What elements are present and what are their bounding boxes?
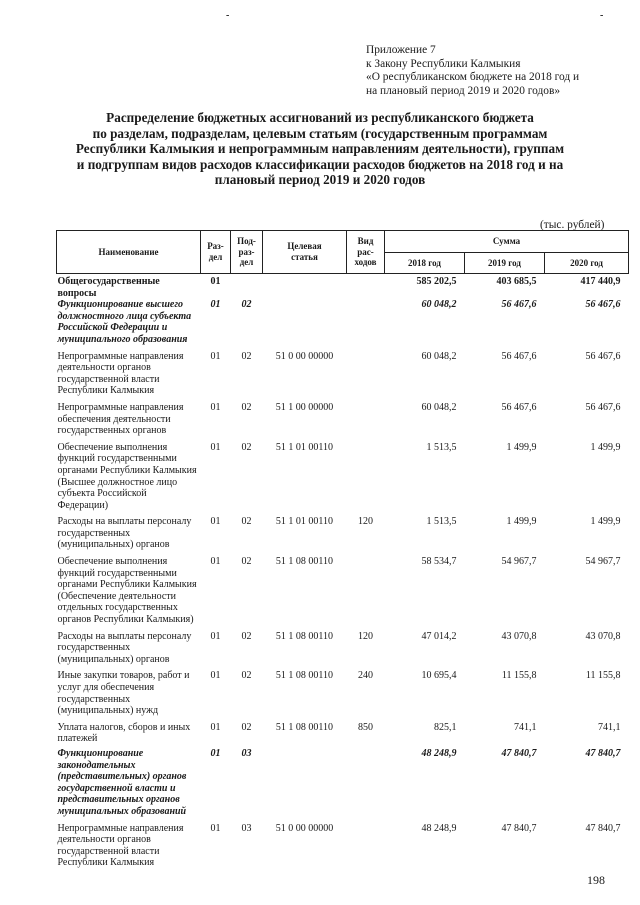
row-section: 01 (210, 556, 221, 568)
page-number: 198 (587, 873, 605, 887)
row-2019: 47 840,7 (501, 822, 537, 834)
row-section: 01 (210, 299, 221, 311)
row-name: Расходы на выплаты персоналу государственных (муниципальных) органов (57, 516, 192, 551)
row-2020: 47 840,7 (585, 747, 621, 759)
appendix-line: к Закону Республики Калмыкия (366, 57, 521, 70)
header-target: Целевая статья (263, 231, 347, 274)
row-type: 120 (358, 516, 373, 528)
row-target: 51 0 00 00000 (275, 822, 334, 834)
row-subsection: 02 (241, 556, 252, 568)
appendix-line: «О республиканском бюджете на 2018 год и (366, 71, 580, 84)
row-2018: 60 048,2 (421, 401, 457, 413)
row-name: Непрограммные направления деятельности органов государственной власти Республики Калмыкия (57, 822, 184, 869)
row-type (347, 821, 385, 872)
table-row (57, 514, 629, 554)
row-2019: 11 155,8 (501, 670, 537, 682)
row-target: 51 1 08 00110 (275, 630, 334, 642)
row-2019: 56 467,6 (501, 350, 537, 362)
row-name: Непрограммные направления деятельности органов государственной власти Республики Калмыкия (57, 350, 184, 397)
row-section: 01 (210, 630, 221, 642)
row-section: 01 (210, 441, 221, 453)
row-type (347, 299, 385, 348)
row-2018: 825,1 (434, 721, 457, 733)
row-2018: 60 048,2 (421, 350, 457, 362)
row-2019: 403 685,5 (496, 276, 537, 287)
table-row (57, 720, 629, 748)
table-row (57, 748, 629, 821)
row-type (347, 554, 385, 629)
row-target: 51 1 01 00110 (275, 516, 334, 528)
header-section: Раз- дел (201, 231, 231, 274)
row-target: 51 1 08 00110 (275, 721, 334, 733)
row-2018: 48 248,9 (421, 822, 457, 834)
row-target: 51 1 00 00000 (275, 401, 334, 413)
title-line: Республики Калмыкия и непрограммным направлениям деятельности), группам (75, 141, 565, 157)
header-name: Наименование (57, 231, 201, 274)
table-row (57, 299, 629, 348)
top-mark-left: - (226, 10, 230, 21)
row-2018: 47 014,2 (421, 630, 457, 642)
row-type (347, 274, 385, 300)
row-subsection: 02 (241, 721, 252, 733)
row-subsection: 02 (241, 516, 252, 528)
row-2020: 56 467,6 (585, 299, 621, 311)
top-mark-right: - (600, 10, 604, 21)
row-2018: 1 513,5 (426, 441, 457, 453)
appendix-block (366, 44, 579, 98)
row-2019: 1 499,9 (506, 516, 537, 528)
row-2018: 48 248,9 (421, 747, 457, 759)
row-target (263, 299, 347, 348)
title-line: Распределение бюджетных ассигнований из республиканского бюджета (106, 110, 534, 125)
row-subsection: 02 (241, 670, 252, 682)
row-subsection: 02 (241, 299, 252, 311)
row-2020: 11 155,8 (585, 670, 621, 682)
row-type (347, 440, 385, 515)
header-year-2018: 2018 год (385, 253, 465, 274)
row-section: 01 (210, 401, 221, 413)
units-label: (тыс. рублей) (540, 219, 605, 231)
row-name: Обеспечение выполнения функций государственными органами Республики Калмыкия (Высшее должностное лицо субъекта Российской Федерации) (57, 441, 197, 511)
title-line: и подгруппам видов расходов классификации расходов бюджетов на 2018 год и на (76, 156, 564, 172)
header-year-2020: 2020 год (545, 253, 629, 274)
row-2019: 54 967,7 (501, 556, 537, 568)
table-row (57, 668, 629, 719)
row-name: Функционирование законодательных (представительных) органов государственной власти и представительных органов муниципальных образований (57, 747, 187, 817)
document-title (30, 110, 610, 188)
row-2020: 56 467,6 (585, 401, 621, 413)
row-section: 01 (210, 350, 221, 362)
row-2020: 43 070,8 (585, 630, 621, 642)
row-type: 850 (358, 721, 373, 733)
header-type: Вид рас- ходов (347, 231, 385, 274)
table-row (57, 274, 629, 300)
row-section: 01 (210, 670, 221, 682)
row-target: 51 1 01 00110 (275, 441, 334, 453)
row-2019: 56 467,6 (501, 299, 537, 311)
row-type (347, 349, 385, 400)
title-line: плановый период 2019 и 2020 годов (214, 172, 426, 188)
row-target: 51 1 08 00110 (275, 556, 334, 568)
row-section: 01 (210, 516, 221, 528)
row-section: 01 (210, 747, 221, 759)
table-row (57, 554, 629, 629)
appendix-line: на плановый период 2019 и 2020 годов» (366, 84, 561, 97)
row-name: Обеспечение выполнения функций государственными органами Республики Калмыкия (Обеспечение деятельности отдельных государственных органов Республики Калмыкия) (57, 556, 197, 626)
row-2019: 1 499,9 (506, 441, 537, 453)
row-type: 240 (358, 670, 373, 682)
row-2020: 417 440,9 (580, 276, 621, 287)
row-name: Функционирование высшего должностного лица субъекта Российской Федерации и муниципального образования (57, 299, 192, 345)
row-subsection: 03 (241, 747, 252, 759)
row-name: Непрограммные направления обеспечения деятельности государственных органов (57, 401, 184, 437)
row-subsection: 02 (241, 630, 252, 642)
header-year-2019: 2019 год (465, 253, 545, 274)
row-name: Уплата налогов, сборов и иных платежей (57, 721, 191, 745)
row-target: 51 1 08 00110 (275, 670, 334, 682)
header-sum: Сумма (385, 231, 629, 253)
row-2020: 56 467,6 (585, 350, 621, 362)
row-target (263, 274, 347, 300)
row-2020: 741,1 (598, 721, 621, 733)
row-2020: 1 499,9 (590, 441, 621, 453)
table-row (57, 440, 629, 515)
row-subsection: 03 (241, 822, 252, 834)
row-subsection (231, 274, 263, 300)
row-section: 01 (210, 822, 221, 834)
row-section: 01 (210, 276, 221, 287)
row-section: 01 (210, 721, 221, 733)
row-name: Иные закупки товаров, работ и услуг для обеспечения государственных (муниципальных) нужд (57, 670, 190, 717)
row-type (347, 748, 385, 821)
row-2020: 1 499,9 (590, 516, 621, 528)
row-2018: 10 695,4 (421, 670, 457, 682)
row-2019: 47 840,7 (501, 747, 537, 759)
title-line: по разделам, подразделам, целевым статьям (государственным программам (92, 125, 548, 141)
table-row (57, 821, 629, 872)
row-type: 120 (358, 630, 373, 642)
row-subsection: 02 (241, 441, 252, 453)
row-2020: 54 967,7 (585, 556, 621, 568)
row-subsection: 02 (241, 350, 252, 362)
table-row (57, 349, 629, 400)
row-2019: 741,1 (514, 721, 537, 733)
appendix-line: Приложение 7 (366, 44, 436, 56)
row-2018: 585 202,5 (416, 276, 457, 287)
row-subsection: 02 (241, 401, 252, 413)
row-2019: 56 467,6 (501, 401, 537, 413)
table-header (57, 231, 629, 274)
row-2020: 47 840,7 (585, 822, 621, 834)
header-subsection: Под- раз- дел (231, 231, 263, 274)
row-2019: 43 070,8 (501, 630, 537, 642)
table-body (57, 274, 629, 872)
row-type (347, 400, 385, 440)
row-2018: 58 534,7 (421, 556, 457, 568)
row-name: Общегосударственные вопросы (57, 276, 160, 299)
row-target (263, 748, 347, 821)
row-target: 51 0 00 00000 (275, 350, 334, 362)
budget-table (56, 230, 629, 872)
row-2018: 60 048,2 (421, 299, 457, 311)
row-name: Расходы на выплаты персоналу государственных (муниципальных) органов (57, 630, 192, 665)
table-row (57, 629, 629, 669)
table-row (57, 400, 629, 440)
row-2018: 1 513,5 (426, 516, 457, 528)
